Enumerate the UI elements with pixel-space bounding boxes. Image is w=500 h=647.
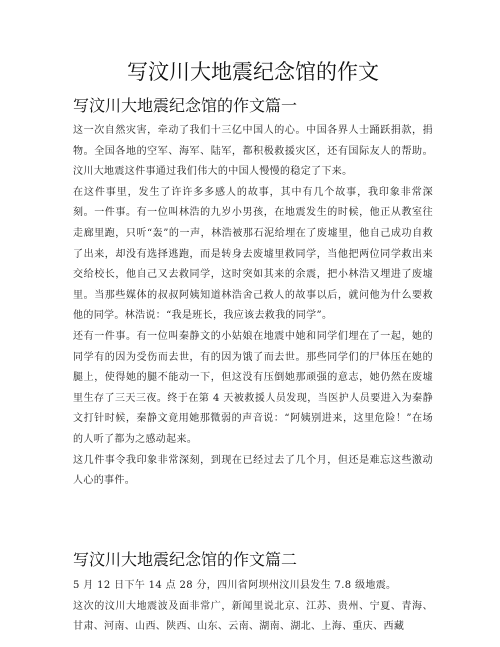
section-2-body [73,576,433,638]
paragraph: 5 月 12 日下午 14 点 28 分，四川省阿坝州汶川县发生 7.8 级地震。 [73,580,397,591]
document-title: 写汶川大地震纪念馆的作文 [127,60,379,84]
section-heading-1: 写汶川大地震纪念馆的作文篇一 [73,96,298,115]
section-1-body [73,121,433,492]
paragraph: 这一次自然灾害，牵动了我们十三亿中国人的心。中国各界人士踊跃捐款，捐物。全国各地的空军、海军、陆军，都积极救援灾区，还有国际友人的帮助。汶川大地震这件事通过我们伟大的中国人慢慢的稳定了下来。 [73,125,433,178]
paragraph: 还有一件事。有一位叫秦静文的小姑娘在地震中她和同学们埋在了一起，她的同学有的因为受伤而去世，有的因为饿了而去世。那些同学们的尸体压在她的腿上，使得她的腿不能动一下，但这没有压倒她那顽强的意志，她仍然在废墟里生存了三天三夜。终于在第 4 天被救援人员发现，当医护人员要进入为秦静文打针时候，秦静文竟用她那微弱的声音说：“阿姨别进来，这里危险！”在场的人听了都为之感动起来。 [73,330,433,445]
section-heading-2: 写汶川大地震纪念馆的作文篇二 [73,550,298,569]
paragraph: 这次的汶川大地震波及面非常广，新闻里说北京、江苏、贵州、宁夏、青海、甘肃、河南、山西、陕西、山东、云南、湖南、湖北、上海、重庆、西藏 [73,600,433,633]
paragraph: 在这件事里，发生了许许多多感人的故事，其中有几个故事，我印象非常深刻。一件事。有一位叫林浩的九岁小男孩，在地震发生的时候，他正从教室往走廊里跑，只听“轰”的一声，林浩被那石泥给埋在了废墟里，他自己成功自救了出来，却没有选择逃跑，而是转身去废墟里救同学，当他把两位同学救出来交给校长，他自己又去救同学，这时突如其来的余震，把小林浩又埋进了废墟里。当那些媒体的叔叔阿姨知道林浩舍己救人的故事以后，就问他为什么要救他的同学。林浩说：“我是班长，我应该去救我的同学”。 [73,186,433,322]
paragraph: 这几件事令我印象非常深刻，到现在已经过去了几个月，但还是难忘这些激动人心的事件。 [73,454,433,487]
